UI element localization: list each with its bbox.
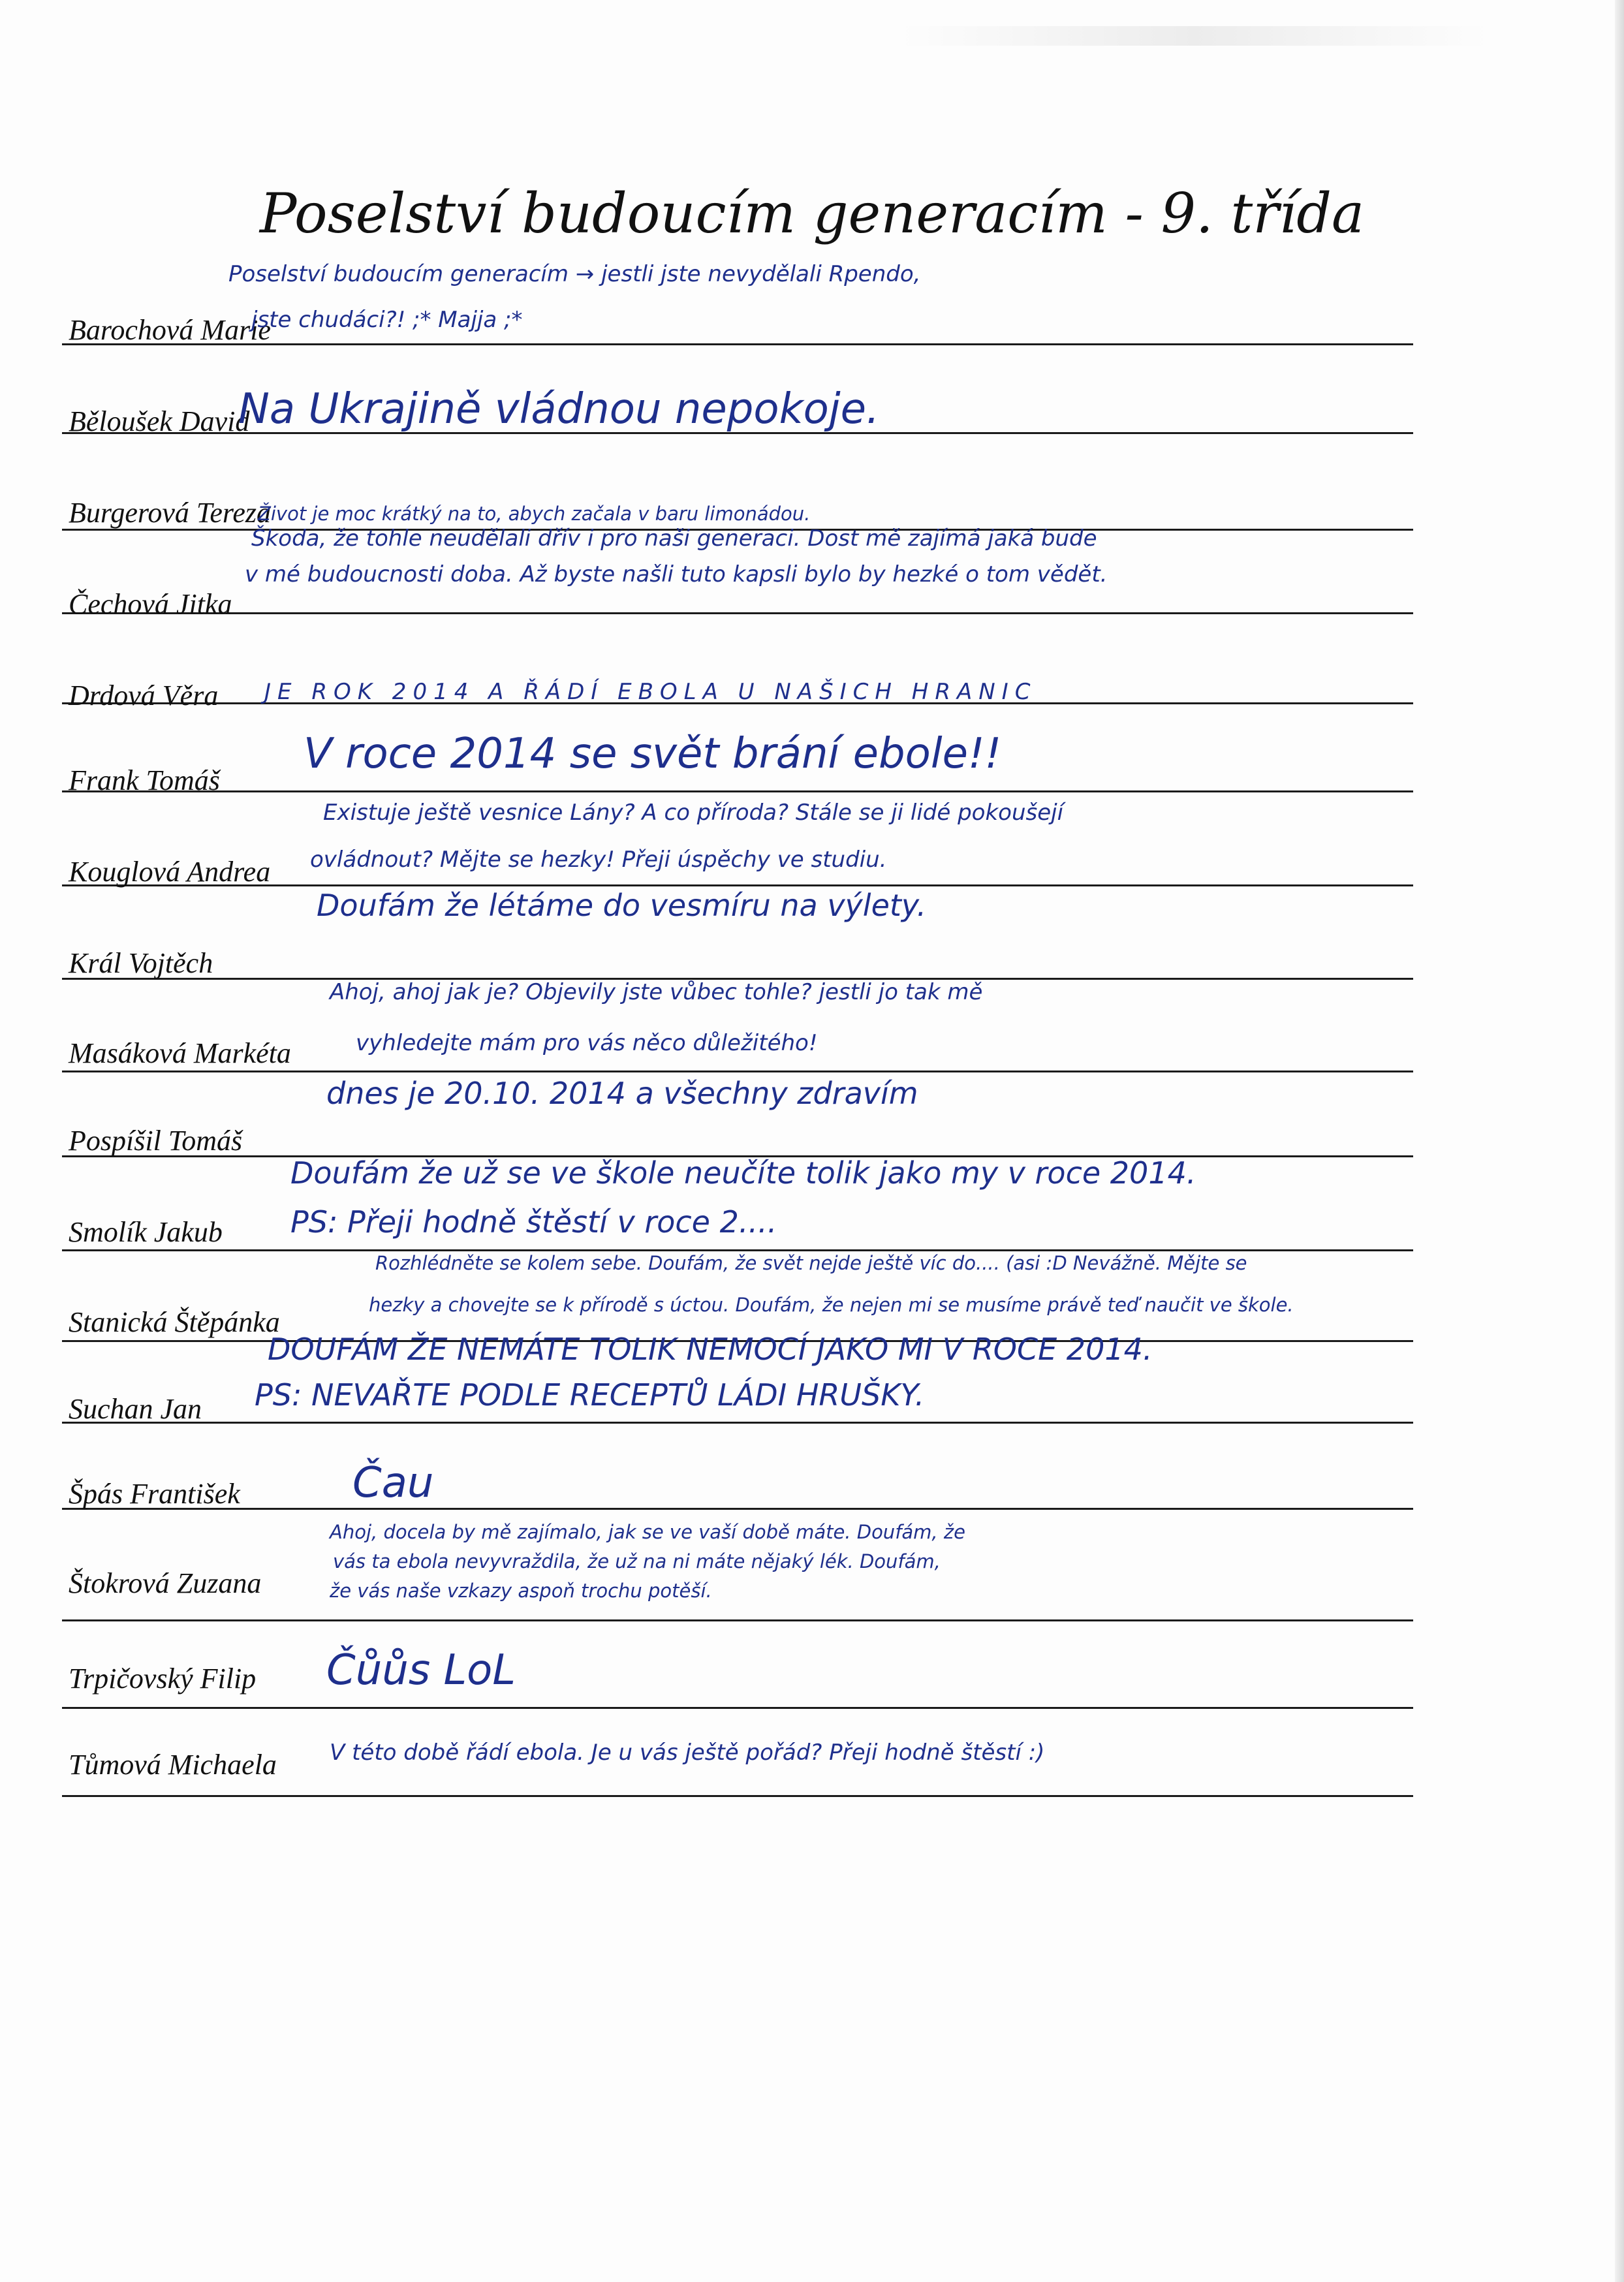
student-name: Suchan Jan xyxy=(69,1393,202,1425)
handwritten-message-line: vyhledejte mám pro vás něco důležitého! xyxy=(356,1030,818,1056)
signature-line xyxy=(62,1422,1413,1424)
student-name: Špás František xyxy=(69,1478,240,1510)
handwritten-message-line: PS: NEVAŘTE PODLE RECEPTŮ LÁDI HRUŠKY. xyxy=(255,1377,925,1413)
handwritten-message-line: PS: Přeji hodně štěstí v roce 2.... xyxy=(290,1204,777,1240)
student-name: Stanická Štěpánka xyxy=(69,1306,280,1338)
handwritten-message-line: hezky a chovejte se k přírodě s úctou. Doufám, že nejen mi se musíme právě teď naučit ve škole. xyxy=(369,1294,1294,1316)
student-name: Frank Tomáš xyxy=(69,764,220,796)
handwritten-message-line: V této době řádí ebola. Je u vás ještě pořád? Přeji hodně štěstí :) xyxy=(330,1740,1045,1766)
page-edge-shadow xyxy=(1615,0,1624,2282)
student-name: Smolík Jakub xyxy=(69,1216,223,1248)
handwritten-message-line: jste chudáci?! ;* Majja ;* xyxy=(251,307,523,333)
handwritten-message-line: vás ta ebola nevyvraždila, že už na ni máte nějaký lék. Doufám, xyxy=(333,1550,941,1572)
handwritten-message-line: v mé budoucnosti doba. Až byste našli tuto kapsli bylo by hezké o tom vědět. xyxy=(245,561,1108,587)
signature-line xyxy=(62,1707,1413,1709)
handwritten-message-line: Škoda, že tohle neudělali dřív i pro naši generaci. Dost mě zajímá jaká bude xyxy=(251,525,1097,552)
student-name: Trpičovský Filip xyxy=(69,1663,257,1695)
student-name: Běloušek David xyxy=(69,405,250,437)
handwritten-message-line: Čůůs LoL xyxy=(326,1646,516,1695)
signature-line xyxy=(62,1249,1413,1251)
student-name: Tůmová Michaela xyxy=(69,1749,277,1781)
handwritten-message-line: Poselství budoucím generacím → jestli jste nevydělali Rpendo, xyxy=(228,261,921,287)
handwritten-message-line: ovládnout? Mějte se hezky! Přeji úspěchy ve studiu. xyxy=(310,847,887,873)
signature-line xyxy=(62,790,1413,792)
student-name: Čechová Jitka xyxy=(69,588,232,620)
signature-line xyxy=(62,1619,1413,1621)
handwritten-message-line: že vás naše vzkazy aspoň trochu potěší. xyxy=(330,1580,712,1602)
page-title: Poselství budoucím generacím - 9. třída xyxy=(259,181,1365,245)
student-name: Drdová Věra xyxy=(69,680,219,711)
student-name: Štokrová Zuzana xyxy=(69,1567,262,1599)
scan-smudge xyxy=(901,26,1488,46)
student-name: Kouglová Andrea xyxy=(69,856,271,888)
handwritten-message-line: Život je moc krátký na to, abych začala v baru limonádou. xyxy=(258,503,811,525)
signature-line xyxy=(62,1795,1413,1797)
student-name: Pospíšil Tomáš xyxy=(69,1125,243,1157)
handwritten-message-line: Na Ukrajině vládnou nepokoje. xyxy=(238,385,880,433)
handwritten-message-line: Ahoj, ahoj jak je? Objevily jste vůbec tohle? jestli jo tak mě xyxy=(330,979,983,1005)
handwritten-message-line: Existuje ještě vesnice Lány? A co příroda? Stále se ji lidé pokoušejí xyxy=(323,800,1064,826)
handwritten-message-line: Doufám že létáme do vesmíru na výlety. xyxy=(317,888,927,923)
handwritten-message-line: Doufám že už se ve škole neučíte tolik jako my v roce 2014. xyxy=(290,1155,1196,1191)
handwritten-message-line: Rozhlédněte se kolem sebe. Doufám, že svět nejde ještě víc do.... (asi :D Nevážně. Mějte se xyxy=(375,1252,1247,1274)
handwritten-message-line: Čau xyxy=(352,1459,434,1507)
signature-line xyxy=(62,1071,1413,1072)
handwritten-message-line: V roce 2014 se svět brání ebole!! xyxy=(304,730,1002,778)
student-name: Král Vojtěch xyxy=(69,947,213,979)
handwritten-message-line: JE ROK 2014 A ŘÁDÍ EBOLA U NAŠICH HRANIC xyxy=(264,679,1037,705)
handwritten-message-line: Ahoj, docela by mě zajímalo, jak se ve vaší době máte. Doufám, že xyxy=(330,1521,965,1543)
handwritten-message-line: dnes je 20.10. 2014 a všechny zdravím xyxy=(326,1076,918,1111)
signature-line xyxy=(62,612,1413,614)
student-name: Barochová Marie xyxy=(69,314,271,346)
student-name: Masáková Markéta xyxy=(69,1037,291,1069)
student-name: Burgerová Tereza xyxy=(69,497,272,529)
handwritten-message-line: DOUFÁM ŽE NEMÁTE TOLIK NEMOCÍ JAKO MI V ROCE 2014. xyxy=(268,1332,1153,1367)
signature-line xyxy=(62,1508,1413,1510)
